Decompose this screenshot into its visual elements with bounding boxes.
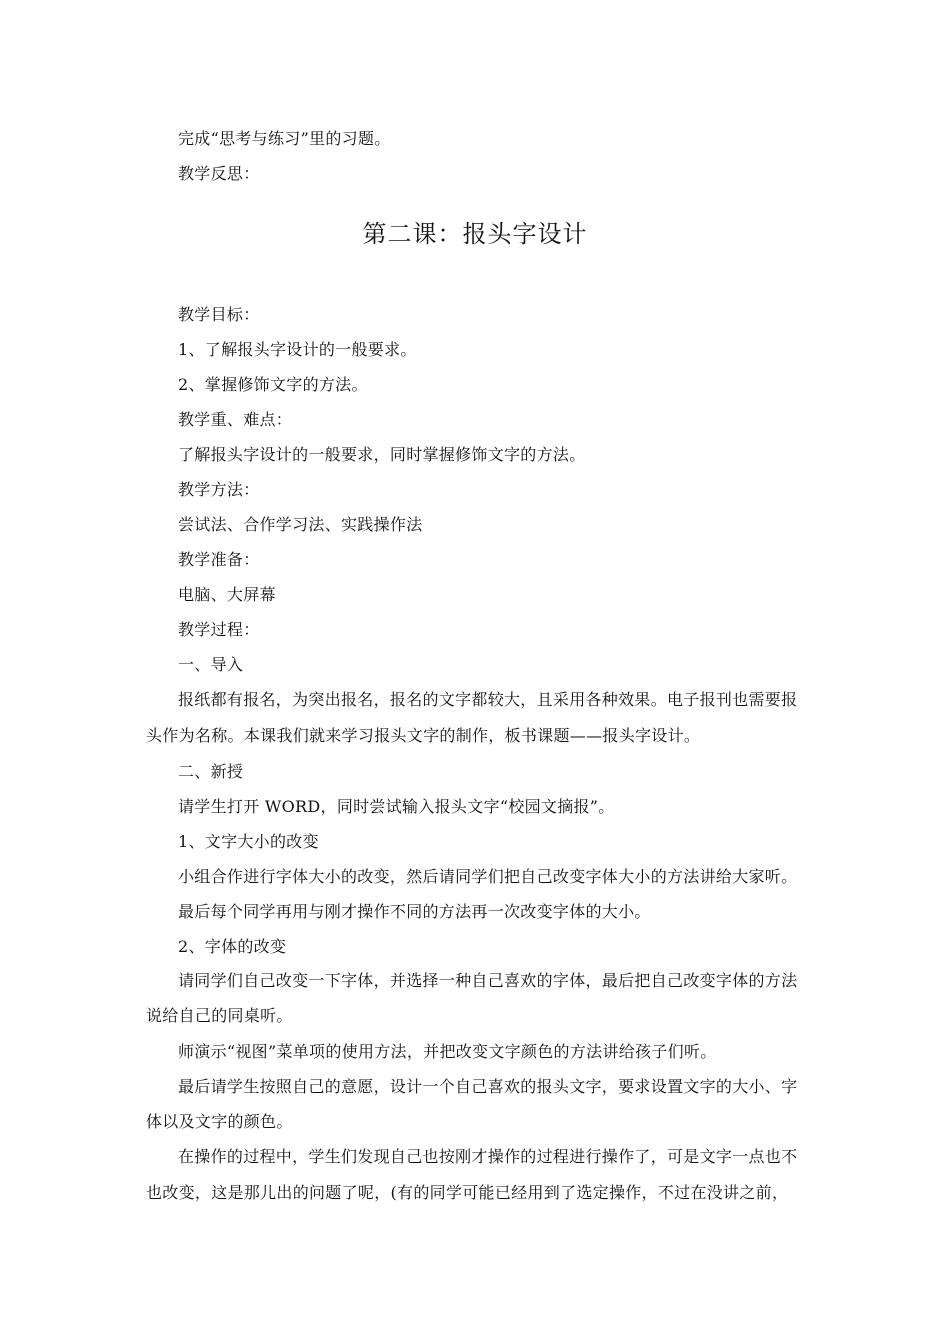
paragraph-line: 报纸都有报名，为突出报名，报名的文字都较大，且采用各种效果。电子报刊也需要报 — [178, 690, 798, 709]
subheading-font-face: 2、字体的改变 — [178, 937, 287, 956]
paragraph-line: 师演示“视图”菜单项的使用方法，并把改变文字颜色的方法讲给孩子们听。 — [178, 1042, 717, 1061]
paragraph-line: 说给自己的同桌听。 — [146, 1006, 293, 1025]
paragraph-line: 也改变，这是那儿出的问题了呢，(有的同学可能已经用到了选定操作，不过在没讲之前， — [146, 1183, 789, 1202]
objectives-heading: 教学目标： — [178, 305, 260, 324]
paragraph-line: 小组合作进行字体大小的改变，然后请同学们把自己改变字体大小的方法讲给大家听。 — [178, 867, 798, 886]
intro-reflection-label: 教学反思： — [178, 164, 260, 183]
intro-exercise-line: 完成“思考与练习”里的习题。 — [178, 129, 391, 148]
key-points-text: 了解报头字设计的一般要求，同时掌握修饰文字的方法。 — [178, 445, 586, 464]
section-intro-heading: 一、导入 — [178, 655, 244, 674]
key-points-heading: 教学重、难点： — [178, 410, 293, 429]
paragraph-line: 体以及文字的颜色。 — [146, 1112, 293, 1131]
paragraph-line: 请学生打开 WORD，同时尝试输入报头文字“校园文摘报”。 — [178, 797, 615, 816]
paragraph-line: 最后请学生按照自己的意愿，设计一个自己喜欢的报头文字，要求设置文字的大小、字 — [178, 1077, 798, 1096]
objective-item-1: 1、了解报头字设计的一般要求。 — [178, 340, 417, 359]
paragraph-line: 在操作的过程中，学生们发现自己也按刚才操作的过程进行操作了，可是文字一点也不 — [178, 1147, 798, 1166]
paragraph-line: 最后每个同学再用与刚才操作不同的方法再一次改变字体的大小。 — [178, 902, 651, 921]
preparation-heading: 教学准备： — [178, 550, 260, 569]
paragraph-line: 头作为名称。本课我们就来学习报头文字的制作，板书课题——报头字设计。 — [146, 726, 701, 745]
subheading-font-size: 1、文字大小的改变 — [178, 832, 319, 851]
process-heading: 教学过程： — [178, 620, 260, 639]
methods-text: 尝试法、合作学习法、实践操作法 — [178, 515, 423, 534]
methods-heading: 教学方法： — [178, 480, 260, 499]
section-new-heading: 二、新授 — [178, 762, 244, 781]
objective-item-2: 2、掌握修饰文字的方法。 — [178, 375, 368, 394]
lesson-title: 第二课：报头字设计 — [362, 220, 588, 248]
preparation-text: 电脑、大屏幕 — [178, 585, 276, 604]
paragraph-line: 请同学们自己改变一下字体，并选择一种自己喜欢的字体，最后把自己改变字体的方法 — [178, 971, 798, 990]
